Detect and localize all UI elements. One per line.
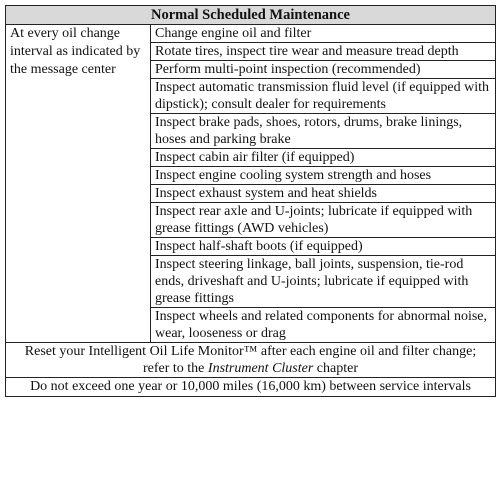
reset-note (6, 343, 496, 378)
maintenance-item: Inspect engine cooling system strength and hoses (151, 167, 496, 185)
table-header-row (6, 6, 496, 25)
maintenance-table (5, 5, 496, 397)
reset-note-text: Reset your Intelligent Oil Life Monitor™ after each engine oil and filter change; refer to the (24, 344, 477, 376)
chapter-reference: Instrument Cluster (207, 361, 314, 376)
maintenance-schedule (5, 5, 495, 397)
service-interval-limit: Do not exceed one year or 10,000 miles (16,000 km) between service intervals (6, 378, 496, 397)
maintenance-item: Inspect automatic transmission fluid level (if equipped with dipstick); consult dealer for requirements (151, 79, 496, 114)
maintenance-item: Inspect rear axle and U-joints; lubricate if equipped with grease fittings (AWD vehicles) (151, 203, 496, 238)
reset-note-row (6, 343, 496, 378)
maintenance-item: Perform multi-point inspection (recommended) (151, 61, 496, 79)
table-title: Normal Scheduled Maintenance (6, 6, 496, 25)
maintenance-item: Rotate tires, inspect tire wear and measure tread depth (151, 43, 496, 61)
interval-cell: At every oil change interval as indicated by the message center (6, 25, 151, 343)
maintenance-item: Inspect brake pads, shoes, rotors, drums, brake linings, hoses and parking brake (151, 114, 496, 149)
maintenance-item: Inspect steering linkage, ball joints, suspension, tie-rod ends, driveshaft and U-joints; lubricate if equipped with grease fittings (151, 256, 496, 308)
limit-note-row (6, 378, 496, 397)
maintenance-item: Change engine oil and filter (151, 25, 496, 43)
maintenance-item: Inspect exhaust system and heat shields (151, 185, 496, 203)
maintenance-item: Inspect cabin air filter (if equipped) (151, 149, 496, 167)
table-row (6, 25, 496, 43)
maintenance-item: Inspect half-shaft boots (if equipped) (151, 238, 496, 256)
reset-note-suffix: chapter (313, 361, 358, 376)
maintenance-item: Inspect wheels and related components for abnormal noise, wear, looseness or drag (151, 308, 496, 343)
